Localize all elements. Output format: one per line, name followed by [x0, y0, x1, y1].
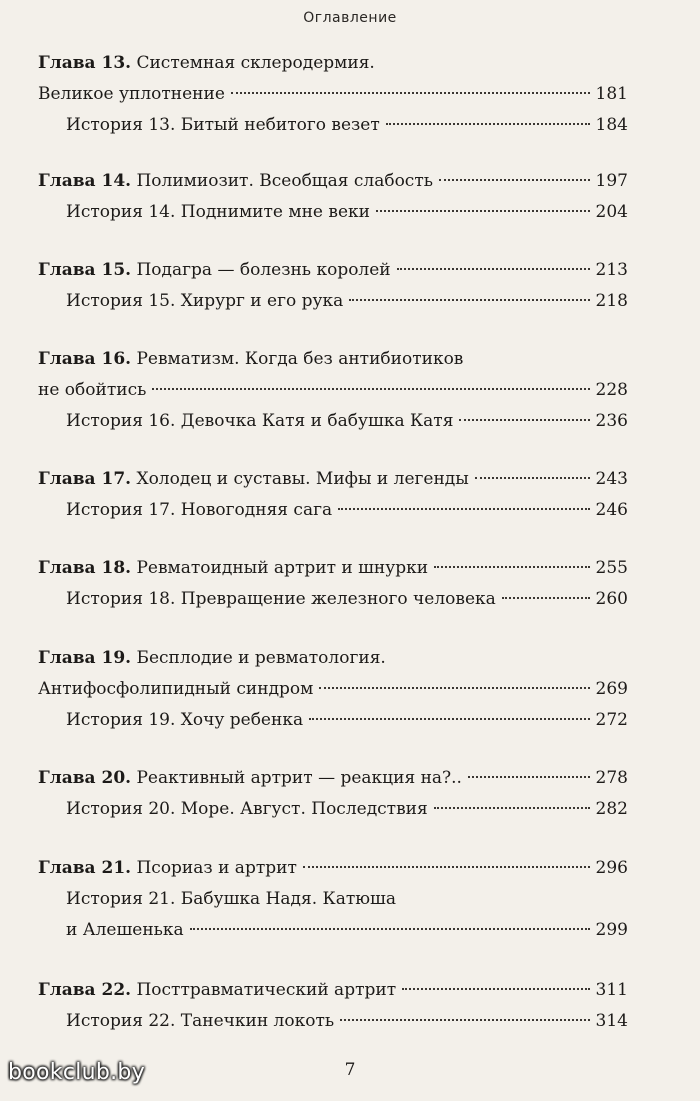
page-header: Оглавление — [303, 10, 397, 26]
entry-text: Реактивный артрит — реакция на?.. — [136, 768, 462, 788]
entry-text: Системная склеродермия. — [136, 53, 375, 73]
dot-leader — [340, 1018, 589, 1021]
entry-text: и Алешенька — [66, 920, 184, 940]
entry-text: История 14. Поднимите мне веки — [66, 202, 370, 222]
chapter-number: Глава 22. — [38, 980, 132, 1000]
entry-title — [38, 166, 433, 197]
chapter-entry — [38, 255, 628, 317]
entry-text: История 15. Хирург и его рука — [66, 291, 344, 311]
dot-leader — [386, 122, 590, 125]
entry-text: История 17. Новогодняя сага — [66, 500, 333, 520]
story-entry-line — [38, 915, 628, 946]
entry-text: История 16. Девочка Катя и бабушка Катя — [66, 411, 454, 431]
chapter-entry — [38, 553, 628, 615]
entry-page-number: 184 — [595, 115, 628, 135]
dot-leader — [190, 927, 590, 930]
chapter-number: Глава 21. — [38, 858, 132, 878]
entry-text: Великое уплотнение — [38, 84, 225, 104]
dot-leader — [309, 717, 589, 720]
entry-title — [38, 255, 391, 286]
entry-page-number: 181 — [595, 84, 628, 104]
chapter-entry — [38, 344, 628, 437]
dot-leader — [434, 565, 589, 568]
entry-text: Ревматоидный артрит и шнурки — [136, 558, 429, 578]
entry-title — [38, 975, 396, 1006]
watermark: bookclub.by — [8, 1060, 146, 1085]
page-number: 7 — [344, 1060, 356, 1080]
chapter-entry — [38, 166, 628, 228]
entry-title — [66, 110, 380, 141]
entry-page-number: 311 — [595, 980, 628, 1000]
entry-title — [66, 286, 343, 317]
dot-leader — [469, 358, 622, 359]
dot-leader — [338, 507, 589, 510]
entry-title — [38, 763, 462, 794]
chapter-number: Глава 18. — [38, 558, 132, 578]
entry-page-number: 299 — [595, 920, 628, 940]
entry-title — [66, 197, 370, 228]
story-entry-line — [38, 584, 628, 615]
chapter-entry-line — [38, 674, 628, 705]
entry-text: Подагра — болезнь королей — [136, 260, 391, 280]
chapter-entry — [38, 643, 628, 736]
entry-text: Ревматизм. Когда без антибиотиков — [136, 349, 464, 369]
dot-leader — [502, 596, 590, 599]
entry-page-number: 269 — [595, 679, 628, 699]
dot-leader — [468, 775, 590, 778]
entry-text: Полимиозит. Всеобщая слабость — [136, 171, 433, 191]
dot-leader — [303, 865, 590, 868]
entry-title — [38, 464, 469, 495]
entry-text: не обойтись — [38, 380, 147, 400]
chapter-entry-line — [38, 79, 628, 110]
entry-page-number: 296 — [595, 858, 628, 878]
entry-title — [38, 48, 375, 79]
chapter-entry-line — [38, 853, 628, 884]
chapter-entry-line — [38, 763, 628, 794]
entry-title — [66, 884, 396, 915]
chapter-entry-line — [38, 344, 628, 375]
story-entry-line — [38, 197, 628, 228]
entry-text: Холодец и суставы. Мифы и легенды — [136, 469, 469, 489]
entry-title — [66, 584, 496, 615]
entry-text: Бесплодие и ревматология. — [136, 648, 386, 668]
entry-title — [38, 553, 428, 584]
story-entry-line — [38, 110, 628, 141]
dot-leader — [376, 209, 590, 212]
chapter-number: Глава 19. — [38, 648, 132, 668]
story-entry-line — [38, 884, 628, 915]
entry-page-number: 243 — [595, 469, 628, 489]
dot-leader — [402, 898, 622, 899]
entry-text: Псориаз и артрит — [136, 858, 297, 878]
chapter-entry-line — [38, 643, 628, 674]
entry-title — [38, 853, 297, 884]
entry-text: История 19. Хочу ребенка — [66, 710, 304, 730]
entry-page-number: 197 — [595, 171, 628, 191]
chapter-entry-line — [38, 375, 628, 406]
chapter-number: Глава 13. — [38, 53, 132, 73]
entry-title — [66, 705, 303, 736]
entry-page-number: 204 — [595, 202, 628, 222]
chapter-entry-line — [38, 553, 628, 584]
chapter-entry-line — [38, 166, 628, 197]
dot-leader — [349, 298, 589, 301]
entry-page-number: 272 — [595, 710, 628, 730]
entry-page-number: 282 — [595, 799, 628, 819]
chapter-entry — [38, 763, 628, 825]
chapter-entry-line — [38, 255, 628, 286]
entry-page-number: 228 — [595, 380, 628, 400]
entry-text: История 22. Танечкин локоть — [66, 1011, 335, 1031]
dot-leader — [475, 476, 590, 479]
entry-page-number: 236 — [595, 411, 628, 431]
entry-title — [38, 643, 386, 674]
dot-leader — [402, 987, 589, 990]
entry-title — [38, 79, 225, 110]
dot-leader — [152, 387, 589, 390]
entry-text: Антифосфолипидный синдром — [38, 679, 314, 699]
story-entry-line — [38, 705, 628, 736]
dot-leader — [397, 267, 590, 270]
story-entry-line — [38, 406, 628, 437]
entry-text: История 21. Бабушка Надя. Катюша — [66, 889, 396, 909]
chapter-number: Глава 17. — [38, 469, 132, 489]
chapter-entry — [38, 48, 628, 141]
entry-title — [66, 915, 184, 946]
entry-text: История 18. Превращение железного человека — [66, 589, 496, 609]
story-entry-line — [38, 1006, 628, 1037]
chapter-number: Глава 15. — [38, 260, 132, 280]
story-entry-line — [38, 286, 628, 317]
chapter-entry-line — [38, 975, 628, 1006]
chapter-entry-line — [38, 464, 628, 495]
dot-leader — [459, 418, 589, 421]
chapter-number: Глава 16. — [38, 349, 132, 369]
entry-text: Посттравматический артрит — [136, 980, 397, 1000]
entry-page-number: 213 — [595, 260, 628, 280]
dot-leader — [439, 178, 590, 181]
dot-leader — [319, 686, 589, 689]
entry-title — [38, 674, 313, 705]
entry-page-number: 255 — [595, 558, 628, 578]
dot-leader — [434, 806, 590, 809]
story-entry-line — [38, 495, 628, 526]
entry-page-number: 218 — [595, 291, 628, 311]
chapter-number: Глава 14. — [38, 171, 132, 191]
entry-text: История 20. Море. Август. Последствия — [66, 799, 428, 819]
entry-title — [66, 1006, 334, 1037]
chapter-number: Глава 20. — [38, 768, 132, 788]
chapter-entry — [38, 853, 628, 946]
entry-page-number: 246 — [595, 500, 628, 520]
entry-title — [66, 794, 428, 825]
chapter-entry-line — [38, 48, 628, 79]
story-entry-line — [38, 794, 628, 825]
entry-page-number: 278 — [595, 768, 628, 788]
entry-title — [66, 495, 332, 526]
entry-title — [66, 406, 453, 437]
entry-title — [38, 344, 463, 375]
entry-text: История 13. Битый небитого везет — [66, 115, 380, 135]
chapter-entry — [38, 975, 628, 1037]
dot-leader — [392, 657, 622, 658]
dot-leader — [231, 91, 590, 94]
entry-page-number: 314 — [595, 1011, 628, 1031]
dot-leader — [381, 62, 622, 63]
entry-title — [38, 375, 146, 406]
entry-page-number: 260 — [595, 589, 628, 609]
chapter-entry — [38, 464, 628, 526]
